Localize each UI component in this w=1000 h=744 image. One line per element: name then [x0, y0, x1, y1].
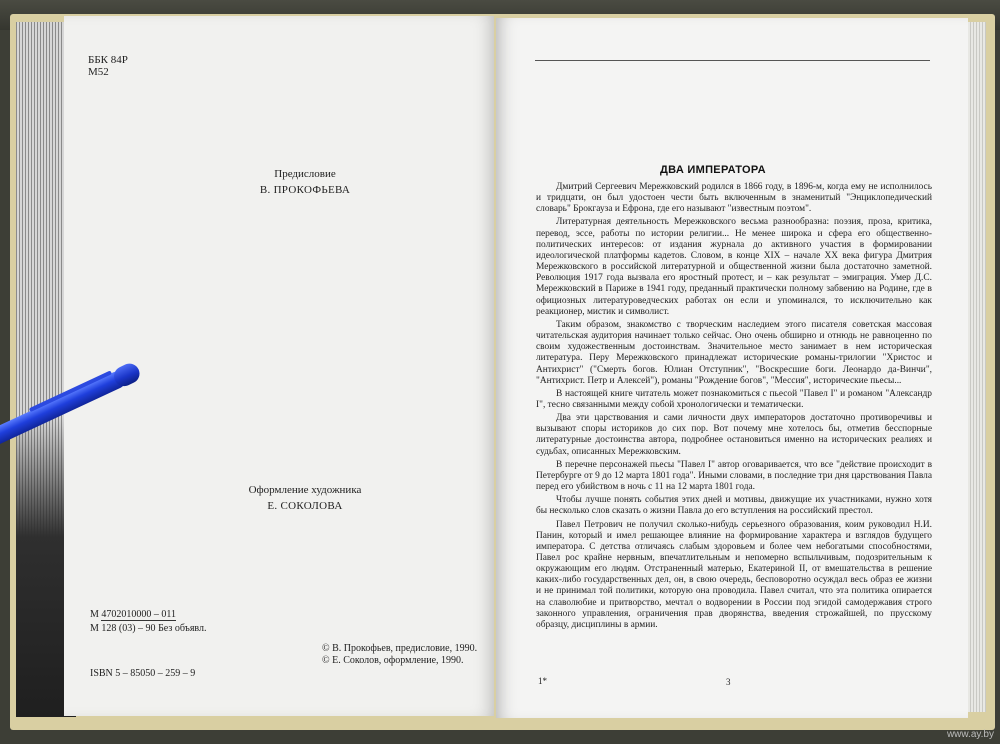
paragraph: Чтобы лучше понять события этих дней и мотивы, движущие их участниками, нужно хотя бы несколько слов сказать о жизни Павла до его вступления на российский престол.: [536, 495, 932, 517]
bbk-classification: [88, 54, 128, 78]
body-text: [536, 182, 932, 674]
design-label: Оформление художника: [248, 484, 362, 496]
bbk-index: М52: [88, 66, 109, 78]
copyright-foreword: © В. Прокофьев, предисловие, 1990.: [322, 643, 478, 654]
chapter-title: ДВА ИМПЕРАТОРА: [660, 164, 766, 176]
foreword-label: Предисловие: [274, 168, 336, 180]
signature-mark: 1*: [538, 676, 547, 686]
page-number: 3: [726, 677, 731, 687]
copyright-block: [322, 643, 477, 667]
foreword-credit: [230, 166, 380, 198]
paragraph: Павел Петрович не получил сколько-нибудь серьезного образования, коим руководил Н.И. Панин, который и имел решающее влияние на формирование характера и взглядов будущего императора. С детства отличаясь слабым здоровьем и более чем небогатыми способностями, Павел рос крайне нервным, впечатлительным и непомерно вспыльчивым, подозрительным к окружающим его людям. Отстраненный матерью, Екатериной II, от вмешательства в решение каких-либо государственных дел, он, в свою очередь, бесповоротно осуждал весь образ ее жизни и не принимал той политики, которую она проводила. Павел считал, что эта политика опирается на славолюбие и притворство, мечтал о водворении в России под эгидой самодержавия строго законного управления, ограничения прав дворянства, введения строжайшей, по прусскому образцу, дисциплины в армии.: [536, 519, 932, 630]
design-credit: [230, 482, 380, 514]
watermark: www.ay.by: [946, 729, 994, 740]
paragraph: В настоящей книге читатель может познакомиться с пьесой "Павел I" и романом "Александр I", тесно связанными между собой хронологически и тематически.: [536, 388, 932, 410]
bleed-through-print: [154, 56, 474, 476]
paragraph: Литературная деятельность Мережковского весьма разнообразна: поэзия, проза, критика, перевод, эссе, работы по истории религии... Не менее широка и сфера его общественно-политических интересов: от издания журнала до активного участия в формировании идеологической платформы кадетов. Словом, в конце XIX – начале XX века фигура Дмитрия Мережковского в российской литературной и общественной жизни была достаточно заметной. Революция 1917 года вызвала его яростный протест, и – как результат – эмиграция. Умер Д.С. Мережковский в Париже в 1941 году, преданный практически полному забвению на Родине, где в официозных литературоведческих работах он если и упоминался, то исключительно как реакционер, мистик и символист.: [536, 217, 932, 317]
page-edges: [968, 22, 986, 712]
imprint-code-2: М 128 (03) – 90: [90, 623, 156, 634]
imprint-note: Без объявл.: [158, 623, 207, 634]
foreword-author: В. ПРОКОФЬЕВА: [259, 184, 351, 196]
paragraph: Дмитрий Сергеевич Мережковский родился в 1866 году, в 1896-м, когда ему не исполнилось и тридцати, он был удостоен чести быть включенным в знаменитый "Энциклопедический словарь" Брокгауза и Ефрона, где его называют "известным поэтом".: [536, 182, 932, 215]
imprint-codes: [90, 608, 207, 636]
paragraph: Таким образом, знакомство с творческим наследием этого писателя советская массовая читательская аудитория начинает только сейчас. Оно очень обширно и отнюдь не равноценно по своим художественным достоинствам. Значительное место занимает в нем историческая литература. Перу Мережковского принадлежат исторические романы-трилогии "Христос и Антихрист" ("Смерть богов. Юлиан Отступник", "Воскресшие боги. Леонардо да-Винчи", "Антихрист. Петр и Алексей"), романы "Рождение богов", "Мессия", исторические пьесы...: [536, 319, 932, 386]
paragraph: Два эти царствования и сами личности двух императоров достаточно противоречивы и вызывают споры историков до сих пор. Вот почему мне хотелось бы, отметив бесспорные литературные достоинства автора, подробнее остановиться именно на исторических реалиях и судьбах, описанных Мережковским.: [536, 413, 932, 457]
bbk-code: ББК 84Р: [88, 54, 128, 66]
design-author: Е. СОКОЛОВА: [267, 500, 343, 512]
isbn: ISBN 5 – 85050 – 259 – 9: [90, 668, 196, 679]
paragraph: В перечне персонажей пьесы "Павел I" автор оговаривается, что все "действие происходит в Петербурге от 9 до 12 марта 1801 года". Иными словами, в последние три дня царствования Павла перед его убийством в ночь с 11 на 12 марта 1801 года.: [536, 459, 932, 493]
copyright-design: © Е. Соколов, оформление, 1990.: [322, 655, 464, 666]
imprint-code-1: 4702010000 – 011: [101, 609, 177, 620]
imprint-prefix: М: [90, 609, 99, 620]
header-rule: [535, 60, 930, 61]
